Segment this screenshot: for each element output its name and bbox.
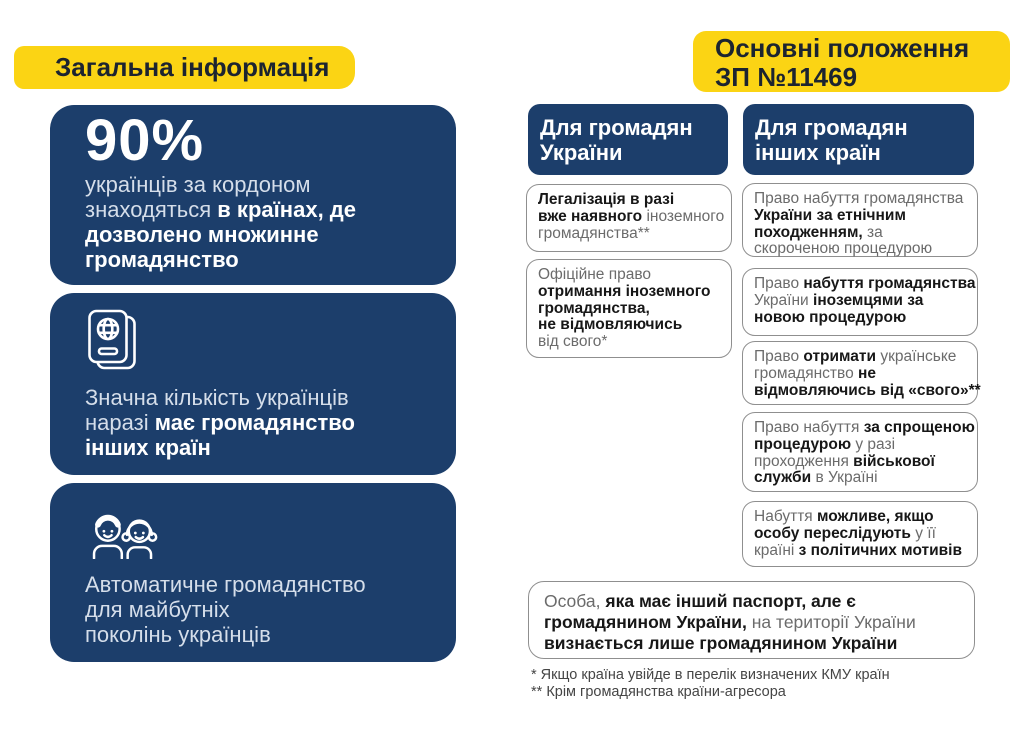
left-section-header: Загальна інформація [14, 46, 355, 89]
text-line: знаходяться в країнах, де [85, 197, 356, 222]
text-line: Значна кількість українців [85, 385, 349, 410]
provision-box-political-persecution: Набуття можливе, якщо особу переслідують у її країні з політичних мотивів [742, 501, 978, 567]
footnote-1: * Якщо країна увійде в перелік визначених КМУ країн [531, 667, 890, 683]
provision-box-keep-own-citizenship: Право отримати українське громадянство не відмовляючись від «свого»** [742, 341, 978, 405]
stat-value: 90% [85, 108, 205, 173]
children-card-text [85, 572, 432, 647]
provision-box-official-right: Офіційне право отримання іноземного громадянства, не відмовляючись від свого* [526, 259, 732, 358]
provision-box-military-service: Право набуття за спрощеною процедурою у разі проходження військової служби в Україні [742, 412, 978, 492]
text-line: українців за кордоном [85, 172, 311, 197]
provision-box-new-procedure: Право набуття громадянства України іноземцями за новою процедурою [742, 268, 978, 336]
text-line: інших країн [85, 435, 211, 460]
passport-card-text [85, 385, 432, 460]
text-line: наразі має громадянство [85, 410, 355, 435]
stat-card-text [85, 172, 432, 272]
provision-box-legalization: Легалізація в разі вже наявного іноземного громадянства** [526, 184, 732, 252]
column-header-foreign-citizens: Для громадян інших країн [743, 104, 974, 175]
right-section-header-line2: ЗП №11469 [715, 62, 858, 92]
right-section-header-line1: Основні положення [715, 33, 970, 63]
text-line: поколінь українців [85, 622, 271, 647]
provision-box-ethnic-origin: Право набуття громадянства України за етнічним походженням, за скороченою процедурою [742, 183, 978, 257]
passport-icon [85, 309, 432, 376]
column-header-ukraine-citizens: Для громадян України [528, 104, 728, 175]
children-card [50, 483, 456, 662]
text-line: для майбутніх [85, 597, 230, 622]
passport-card [50, 293, 456, 475]
children-icon [85, 502, 432, 564]
summary-box: Особа, яка має інший паспорт, але є громадянином України, на території України визнається лише громадянином України [528, 581, 975, 659]
text-line: Автоматичне громадянство [85, 572, 366, 597]
text-line: дозволено множинне [85, 222, 319, 247]
footnote-2: ** Крім громадянства країни-агресора [531, 684, 786, 700]
text-line: громадянство [85, 247, 239, 272]
stat-card [50, 105, 456, 285]
right-section-header [693, 31, 1010, 92]
